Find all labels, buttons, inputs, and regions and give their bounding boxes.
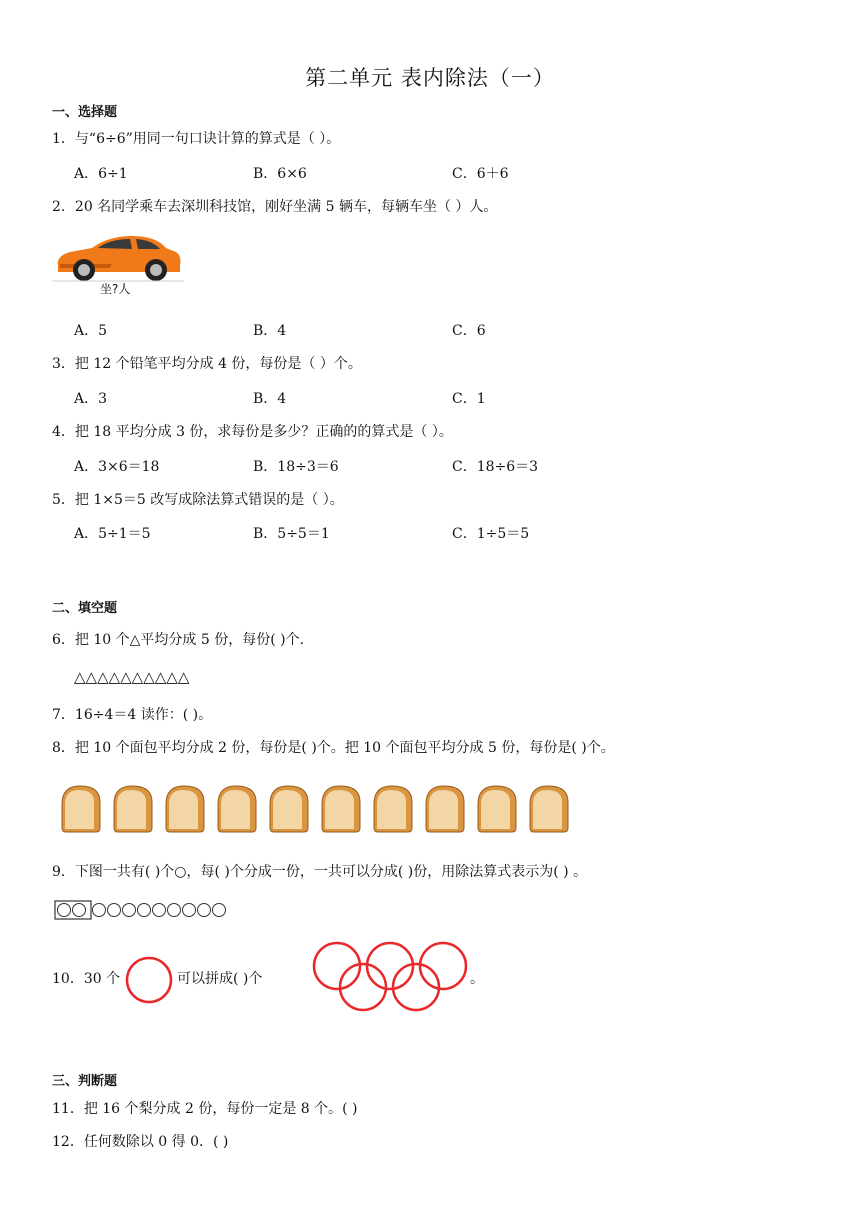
- q5-option-b: B．5÷5＝1: [253, 526, 330, 542]
- q2-option-b: B．4: [253, 323, 287, 339]
- question-5: 5．把 1×5＝5 改写成除法算式错误的是（ ）。: [52, 492, 344, 508]
- bread-loaf-icon: [62, 786, 100, 832]
- q1-option-b: B．6×6: [253, 166, 307, 182]
- question-12: 12．任何数除以 0 得 0．( ): [52, 1134, 229, 1150]
- question-1: 1．与“6÷6”用同一句口诀计算的算式是（ ）。: [52, 131, 341, 147]
- q2-option-c: C．6: [452, 323, 486, 339]
- circles-group-image: [54, 900, 234, 920]
- question-4: 4．把 18 平均分成 3 份，求每份是多少？正确的的算式是（ ）。: [52, 424, 453, 440]
- question-10-suffix: 。: [470, 971, 484, 987]
- bread-loaf-icon: [426, 786, 464, 832]
- section-heading-fill: 二、填空题: [52, 601, 118, 616]
- q3-option-a: A．3: [74, 391, 108, 407]
- q4-option-c: C．18÷6＝3: [452, 459, 539, 475]
- question-11: 11．把 16 个梨分成 2 份，每份一定是 8 个。( ): [52, 1101, 358, 1117]
- bread-loaf-icon: [322, 786, 360, 832]
- q5-option-a: A．5÷1＝5: [74, 526, 151, 542]
- question-6: 6．把 10 个△平均分成 5 份，每份( )个.: [52, 632, 305, 648]
- olympic-rings-image: [310, 940, 470, 1015]
- single-ring-image: [124, 955, 174, 1005]
- car-caption: 坐?人: [100, 282, 131, 296]
- bread-loaf-icon: [270, 786, 308, 832]
- section-heading-choice: 一、选择题: [52, 105, 118, 120]
- q3-option-b: B．4: [253, 391, 287, 407]
- question-2: 2．20 名同学乘车去深圳科技馆，刚好坐满 5 辆车，每辆车坐（ ）人。: [52, 199, 498, 215]
- q4-option-b: B．18÷3＝6: [253, 459, 339, 475]
- q3-option-c: C．1: [452, 391, 486, 407]
- bread-loaf-icon: [478, 786, 516, 832]
- question-3: 3．把 12 个铅笔平均分成 4 份，每份是（ ）个。: [52, 356, 362, 372]
- triangle-row: △△△△△△△△△△: [74, 668, 190, 686]
- q1-option-a: A．6÷1: [74, 166, 128, 182]
- question-10-prefix: 10．30 个: [52, 971, 121, 987]
- bread-loaf-icon: [374, 786, 412, 832]
- q4-option-a: A．3×6＝18: [74, 459, 160, 475]
- bread-loaf-icon: [218, 786, 256, 832]
- bread-loaves-image: [58, 782, 578, 834]
- bread-loaf-icon: [530, 786, 568, 832]
- question-7: 7．16÷4＝4 读作：( )。: [52, 707, 213, 723]
- q2-option-a: A．5: [74, 323, 108, 339]
- q5-option-c: C．1÷5＝5: [452, 526, 530, 542]
- q1-option-c: C．6＋6: [452, 166, 509, 182]
- bread-loaf-icon: [166, 786, 204, 832]
- question-8: 8．把 10 个面包平均分成 2 份，每份是( )个。把 10 个面包平均分成 5 份，每份是( )个。: [52, 740, 615, 756]
- bread-loaf-icon: [114, 786, 152, 832]
- question-9: 9．下图一共有( )个○，每( )个分成一份，一共可以分成( )份，用除法算式表示为( ) 。: [52, 864, 588, 880]
- car-image: [52, 228, 184, 286]
- section-heading-judge: 三、判断题: [52, 1074, 118, 1089]
- page-title: 第二单元 表内除法（一）: [305, 66, 555, 90]
- question-10-middle: 可以拼成( )个: [177, 971, 263, 987]
